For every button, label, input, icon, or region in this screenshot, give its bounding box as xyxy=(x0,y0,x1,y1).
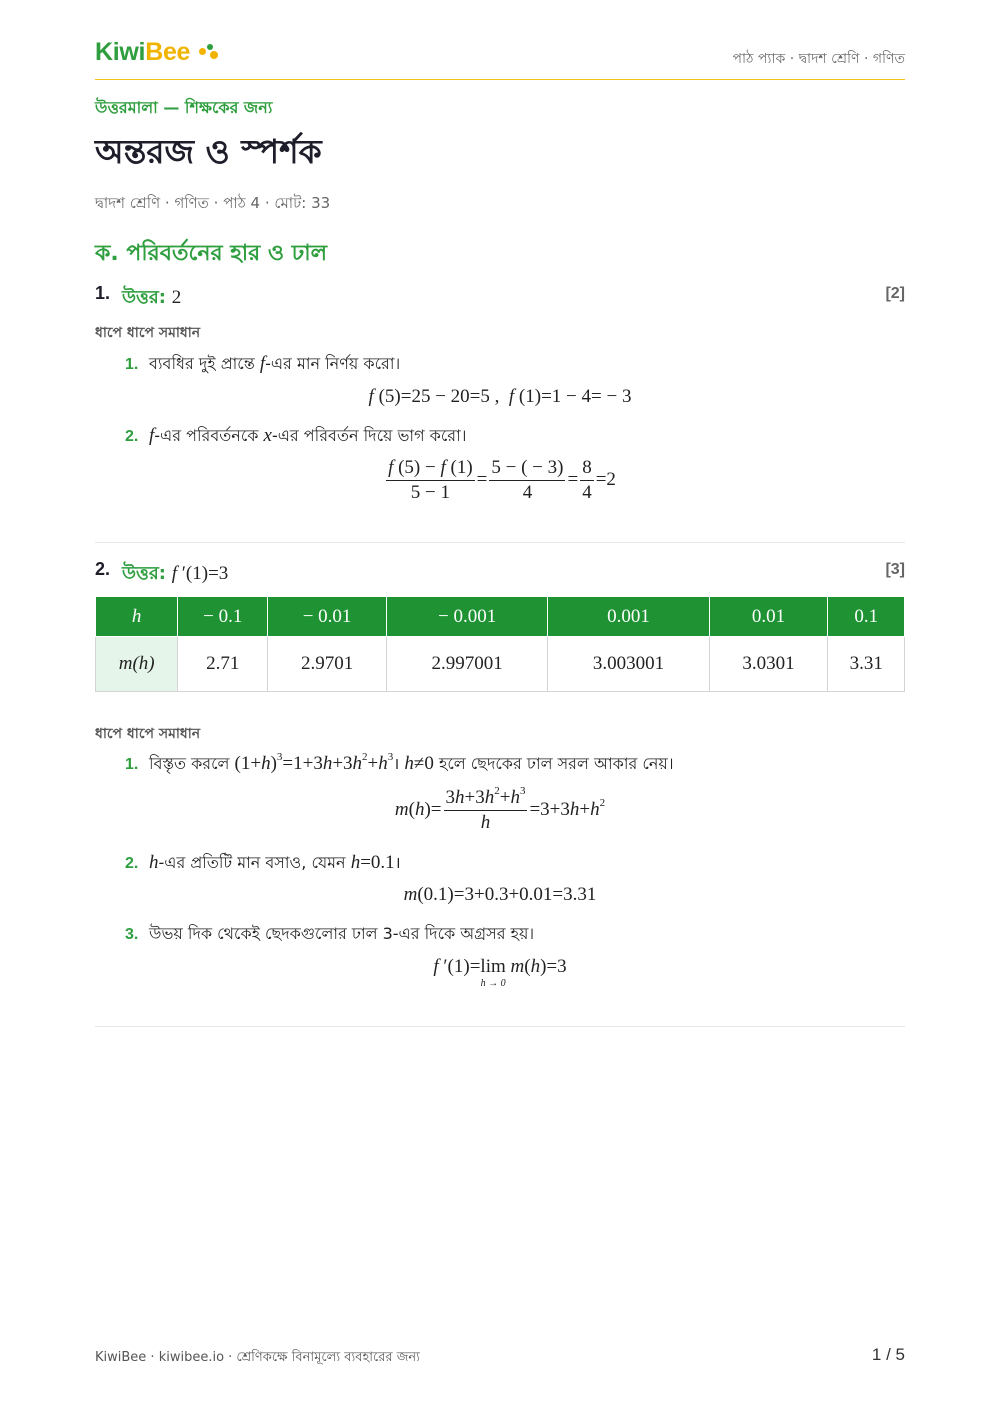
equation-values: f (5)=25 − 20=5 , f (1)=1 − 4= − 3 xyxy=(368,386,632,407)
table-header-cell: 0.01 xyxy=(709,597,828,637)
table-header-cell: 0.001 xyxy=(548,597,709,637)
page-header xyxy=(95,38,905,80)
step-1: 1. ব্যবধির দুই প্রান্তে f-এর মান নির্ণয় করো। xyxy=(125,353,401,374)
question-2 xyxy=(95,559,905,585)
table-header-cell: − 0.01 xyxy=(268,597,387,637)
equation-m-value: m(0.1)=3+0.3+0.01=3.31 xyxy=(403,884,597,905)
equation-slope: $\frac{f (5) - f (1)}{5 - 1}$ = $\frac{5 - ( - 3)}{4}$ = $\frac{8}{4}$ =2 xyxy=(388,457,616,503)
worksheet-page xyxy=(95,0,905,1413)
logo-dots-icon xyxy=(199,43,221,59)
divider xyxy=(95,542,905,543)
question-number: 1. xyxy=(95,283,111,303)
marks-badge: [3] xyxy=(885,561,905,578)
kiwibee-logo: KiwiBee xyxy=(95,38,191,66)
section-title-a: ক. পরিবর্তনের হার ও ঢাল xyxy=(95,241,327,266)
marks-badge: [2] xyxy=(885,285,905,302)
values-table xyxy=(95,596,905,692)
step-1: 1. বিস্তৃত করলে $(1+h)^3=1+3h+3h^2+h^3।$ h≠0 হলে ছেদকের ঢাল সরল আকার নেয়। xyxy=(125,751,674,774)
table-header-row xyxy=(96,597,905,637)
table-header-cell: − 0.001 xyxy=(387,597,548,637)
table-header-cell: h xyxy=(96,597,178,637)
doc-kicker: উত্তরমালা — শিক্ষকের জন্য xyxy=(95,98,273,117)
table-cell: 2.71 xyxy=(178,637,268,692)
table-header-cell: − 0.1 xyxy=(178,597,268,637)
equation-m-of-h: m(h)= $\frac{3h+3h^2+h^3}{h}$ $=3+3h+h^2$ xyxy=(394,785,606,833)
table-cell: 3.0301 xyxy=(709,637,828,692)
answer: উত্তর: f ′(1)=3 xyxy=(122,563,229,584)
step-2: 2. h-এর প্রতিটি মান বসাও, যেমন h=0.1। xyxy=(125,852,401,873)
table-cell: 2.9701 xyxy=(268,637,387,692)
solution-heading: ধাপে ধাপে সমাধান xyxy=(95,726,201,742)
divider xyxy=(95,1026,905,1027)
page-number: 1 / 5 xyxy=(871,1345,905,1364)
header-breadcrumb: পাঠ প্যাক · দ্বাদশ শ্রেণি · গণিত xyxy=(732,51,905,67)
table-row-label: m(h) xyxy=(96,637,178,692)
doc-meta: দ্বাদশ শ্রেণি · গণিত · পাঠ 4 · মোট: 33 xyxy=(95,194,331,212)
footer-text: KiwiBee · kiwibee.io · শ্রেণিকক্ষে বিনামূল্যে ব্যবহারের জন্য xyxy=(95,1350,420,1365)
step-2: 2. f-এর পরিবর্তনকে x-এর পরিবর্তন দিয়ে ভাগ করো। xyxy=(125,425,467,446)
table-cell: 3.31 xyxy=(828,637,905,692)
table-row xyxy=(96,637,905,692)
answer: উত্তর: 2 xyxy=(122,287,182,308)
table-header-cell: 0.1 xyxy=(828,597,905,637)
table-cell: 2.997001 xyxy=(387,637,548,692)
question-number: 2. xyxy=(95,559,111,579)
table-cell: 3.003001 xyxy=(548,637,709,692)
page-title: অন্তরজ ও স্পর্শক xyxy=(95,132,322,171)
equation-limit: f ′(1)=lim h → 0 m(h)=3 xyxy=(433,956,567,989)
step-3: 3. উভয় দিক থেকেই ছেদকগুলোর ঢাল 3-এর দিকে অগ্রসর হয়। xyxy=(125,924,535,943)
question-1 xyxy=(95,283,905,309)
solution-heading: ধাপে ধাপে সমাধান xyxy=(95,325,201,341)
